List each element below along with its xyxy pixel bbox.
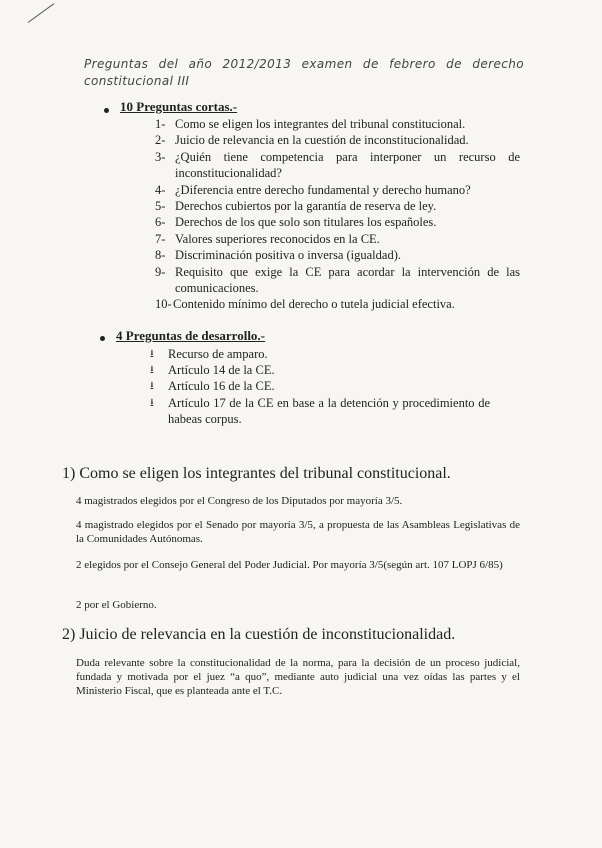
item-number: 5- <box>155 199 166 214</box>
bullet-icon <box>104 108 109 113</box>
item-text: ¿Diferencia entre derecho fundamental y derecho humano? <box>175 182 471 197</box>
list-item <box>155 296 520 312</box>
list-item <box>150 362 490 378</box>
answer-paragraph: Duda relevante sobre la constitucionalidad de la norma, para la decisión de un proceso judicial, fundada y motivada por el juez “a quo”, mediante auto judicial una vez oídas las partes y el Ministerio Fiscal, que es planteada ante el T.C. <box>76 657 520 697</box>
list-item <box>155 198 520 214</box>
list-item <box>155 182 520 198</box>
list-item <box>155 116 520 132</box>
item-number: 3- <box>155 149 166 164</box>
list-item <box>150 346 490 362</box>
list-item <box>150 395 490 427</box>
long-questions-heading: 4 Preguntas de desarrollo.- <box>116 328 266 343</box>
item-text: Discriminación positiva o inversa (igualdad). <box>175 248 401 263</box>
item-number: 4- <box>155 182 166 197</box>
item-text: Como se eligen los integrantes del tribunal constitucional. <box>175 117 466 131</box>
list-item <box>155 149 520 182</box>
bullet-icon <box>100 336 105 341</box>
item-text: Artículo 17 de la CE en base a la detención y procedimiento de habeas corpus. <box>168 395 490 426</box>
item-number: 6- <box>155 215 166 230</box>
list-item <box>155 231 520 247</box>
item-number: 10- <box>155 297 172 312</box>
list-item <box>150 378 490 394</box>
document-title: Preguntas del año 2012/2013 examen de febrero de derecho constitucional III <box>84 57 524 88</box>
answer-paragraph: 4 magistrado elegidos por el Senado por mayoría 3/5, a propuesta de las Asambleas Legislativas de la Comunidades Autónomas. <box>76 519 520 545</box>
list-item <box>155 214 520 230</box>
item-text: Derechos de los que solo son titulares los españoles. <box>175 215 437 230</box>
item-number: 9- <box>155 264 166 279</box>
item-text: ¿Quién tiene competencia para interponer un recurso de inconstitucionalidad? <box>175 149 520 181</box>
answer-paragraph: 2 elegidos por el Consejo General del Poder Judicial. Por mayoría 3/5(según art. 107 LOPJ 6/85) <box>76 559 503 571</box>
pen-mark <box>28 3 54 23</box>
item-text: Requisito que exige la CE para acordar la intervención de las comunicaciones. <box>175 264 520 296</box>
down-arrow-icon: ⭳ <box>150 380 154 393</box>
item-text: Derechos cubiertos por la garantía de reserva de ley. <box>175 199 437 214</box>
list-item <box>155 264 520 297</box>
item-text: Valores superiores reconocidos en la CE. <box>175 231 380 246</box>
item-number: 8- <box>155 248 166 263</box>
answer-paragraph: 2 por el Gobierno. <box>76 599 157 611</box>
list-item <box>155 247 520 263</box>
short-questions-list <box>155 116 520 313</box>
item-number: 1- <box>155 117 166 131</box>
item-text: Artículo 16 de la CE. <box>168 379 275 394</box>
down-arrow-icon: ⭳ <box>150 364 154 377</box>
list-item <box>155 132 520 148</box>
down-arrow-icon: ⭳ <box>150 396 154 409</box>
item-text: Juicio de relevancia en la cuestión de inconstitucionalidad. <box>175 133 469 148</box>
long-questions-list <box>150 346 490 427</box>
item-number: 2- <box>155 133 166 148</box>
item-number: 7- <box>155 231 166 246</box>
answer-paragraph: 4 magistrados elegidos por el Congreso de los Diputados por mayoría 3/5. <box>76 495 403 507</box>
answer-heading: 2) Juicio de relevancia en la cuestión de inconstitucionalidad. <box>62 626 456 643</box>
down-arrow-icon: ⭳ <box>150 348 154 360</box>
item-text: Contenido mínimo del derecho o tutela judicial efectiva. <box>173 297 455 312</box>
item-text: Artículo 14 de la CE. <box>168 363 275 378</box>
short-questions-heading: 10 Preguntas cortas.- <box>120 99 238 114</box>
item-text: Recurso de amparo. <box>168 347 268 361</box>
answer-heading: 1) Como se eligen los integrantes del tribunal constitucional. <box>62 465 451 482</box>
